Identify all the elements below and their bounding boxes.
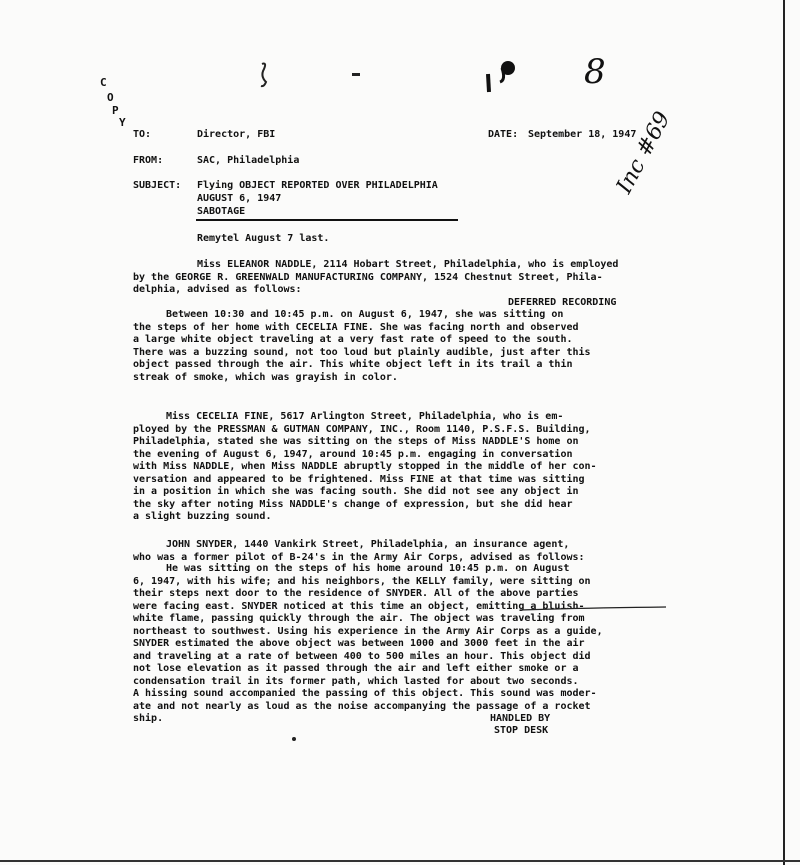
- from-label: FROM:: [133, 155, 164, 166]
- copy-stamp-letter: Y: [119, 116, 126, 129]
- text-line: and traveling at a rate of between 400 to 500 miles an hour. This object did: [133, 650, 591, 662]
- copy-stamp-letter: P: [112, 104, 119, 117]
- handwritten-page-number: 8: [584, 52, 606, 92]
- text-line: There was a buzzing sound, not too loud but plainly audible, just after this: [133, 346, 591, 358]
- text-line: 6, 1947, with his wife; and his neighbors, the KELLY family, were sitting on: [133, 575, 591, 587]
- text-line: A hissing sound accompanied the passing of this object. This sound was moder-: [133, 688, 597, 699]
- text-line: white flame, passing quickly through the air. The object was traveling from: [133, 613, 585, 624]
- text-line: Between 10:30 and 10:45 p.m. on August 6, 1947, she was sitting on: [166, 309, 564, 320]
- to-value: Director, FBI: [197, 129, 276, 140]
- date-label: DATE:: [488, 129, 519, 140]
- text-line: northeast to southwest. Using his experience in the Army Air Corps as a guide,: [133, 625, 603, 637]
- text-line: condensation trail in its former path, which lasted for about two seconds.: [133, 675, 579, 687]
- to-label: TO:: [133, 129, 152, 140]
- text-line: ployed by the PRESSMAN & GUTMAN COMPANY, INC., Room 1140, P.S.F.S. Building,: [133, 423, 591, 435]
- handwritten-inc-note: Inc #69: [612, 107, 676, 198]
- text-line: ship.: [133, 713, 164, 724]
- date-value: September 18, 1947: [528, 129, 637, 140]
- text-line: Miss CECELIA FINE, 5617 Arlington Street, Philadelphia, who is em-: [166, 411, 564, 422]
- copy-stamp-letter: O: [107, 91, 114, 104]
- text-line: with Miss NADDLE, when Miss NADDLE abruptly stopped in the middle of her con-: [133, 461, 597, 472]
- from-value: SAC, Philadelphia: [197, 155, 300, 166]
- text-line: Miss ELEANOR NADDLE, 2114 Hobart Street, Philadelphia, who is employed: [197, 259, 619, 270]
- handled-by-label: HANDLED BY: [490, 713, 551, 724]
- subject-label: SUBJECT:: [133, 180, 182, 191]
- text-line: a slight buzzing sound.: [133, 511, 272, 522]
- stray-dot: [292, 737, 296, 741]
- copy-stamp-letter: C: [100, 76, 107, 89]
- subject-underline: [196, 219, 458, 221]
- text-line: their steps next door to the residence of SNYDER. All of the above parties: [133, 588, 579, 599]
- text-line: not lose elevation as it passed through the air and left either smoke or a: [133, 663, 579, 674]
- subject-line: SABOTAGE: [197, 206, 246, 217]
- stop-desk-label: STOP DESK: [494, 725, 549, 736]
- text-line: who was a former pilot of B-24's in the Army Air Corps, advised as follows:: [133, 551, 585, 563]
- text-line: streak of smoke, which was grayish in color.: [133, 371, 398, 383]
- text-line: JOHN SNYDER, 1440 Vankirk Street, Philadelphia, an insurance agent,: [166, 539, 570, 550]
- scan-mark: [482, 56, 522, 96]
- text-line: by the GEORGE R. GREENWALD MANUFACTURING COMPANY, 1524 Chestnut Street, Phila-: [133, 271, 603, 283]
- text-line: the evening of August 6, 1947, around 10:45 p.m. engaging in conversation: [133, 448, 573, 460]
- text-line: were facing east. SNYDER noticed at this time an object, emitting a bluish-: [133, 600, 585, 612]
- remytel-line: Remytel August 7 last.: [197, 233, 330, 244]
- text-line: a large white object traveling at a very fast rate of speed to the south.: [133, 334, 573, 345]
- page-edge-right: [783, 0, 785, 865]
- text-line: delphia, advised as follows:: [133, 284, 302, 295]
- text-line: SNYDER estimated the above object was between 1000 and 3000 feet in the air: [133, 638, 585, 649]
- text-line: the steps of her home with CECELIA FINE. She was facing north and observed: [133, 321, 579, 333]
- text-line: in a position in which she was facing south. She did not see any object in: [133, 486, 579, 497]
- text-line: the sky after noting Miss NADDLE's change of expression, but she did hear: [133, 498, 573, 510]
- pen-stroke: [520, 604, 670, 614]
- scan-mark: [352, 73, 360, 76]
- text-line: object passed through the air. This white object left in its trail a thin: [133, 359, 573, 370]
- scan-mark: [254, 60, 274, 90]
- text-line: versation and appeared to be frightened. Miss FINE at that time was sitting: [133, 473, 585, 485]
- page-edge-bottom: [0, 860, 800, 862]
- text-line: ate and not nearly as loud as the noise accompanying the passage of a rocket: [133, 700, 591, 712]
- subject-line: AUGUST 6, 1947: [197, 193, 282, 204]
- text-line: He was sitting on the steps of his home around 10:45 p.m. on August: [166, 563, 570, 574]
- deferred-recording: DEFERRED RECORDING: [508, 297, 617, 308]
- text-line: Philadelphia, stated she was sitting on the steps of Miss NADDLE'S home on: [133, 436, 579, 447]
- subject-line: Flying OBJECT REPORTED OVER PHILADELPHIA: [197, 180, 438, 191]
